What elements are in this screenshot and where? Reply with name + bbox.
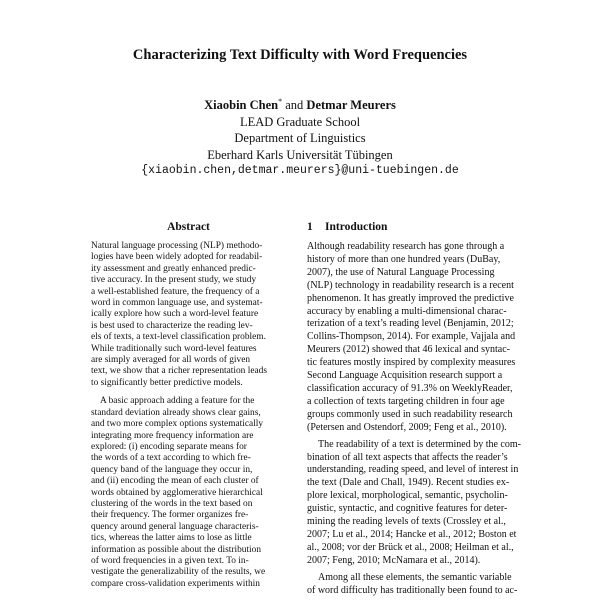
abstract-heading: Abstract [167,221,210,233]
text-line: tive accuracy. In the present study, we study [91,275,257,286]
text-line: 2007; Lu et al., 2014; Hancke et al., 2012; Boston et [307,528,517,540]
text-line: quency around general language characteris- [91,521,259,532]
text-line: logies have been widely adopted for readabil- [91,252,263,263]
text-line: words obtained by agglomerative hierarchical [91,487,263,498]
text-line: Natural language processing (NLP) methodo- [91,241,263,251]
text-line: Collins-Thompson, 2014). For example, Vajjala and [307,331,516,343]
text-line: Second Language Acquisition research support a [307,370,503,382]
introduction-paragraph-2 [307,439,531,568]
text-line: Meurers (2012) showed that 46 lexical and syntac- [307,344,510,356]
text-line: history of more than one hundred years (DuBay, [307,253,501,265]
text-line: a collection of texts targeting children in four age [307,395,505,407]
section-number: 1 [307,221,313,233]
text-line: ity assessment and greatly enhanced predic- [91,263,256,274]
text-line: the words of a text according to which fre- [91,453,251,464]
text-line: their frequency. The former organizes fre- [91,510,249,521]
affiliation-department: Department of Linguistics [234,131,366,146]
text-line: text, we show that a richer representation leads [91,366,267,377]
text-line: information as possible about the distribution [91,544,262,555]
author-emails: {xiaobin.chen,detmar.meurers}@uni-tuebingen.de [141,164,459,178]
author-1: Xiaobin Chen [204,98,279,113]
text-line: understanding, reading speed, and level of interest in [307,464,519,476]
text-line: While traditionally such word-level features [91,343,257,354]
affiliation-university: Eberhard Karls Universität Tübingen [207,147,393,162]
text-line: Although readability research has gone through a [307,241,505,252]
text-line: els of texts, a text-level classification problem. [91,332,266,343]
text-line: and two more complex options systematically [91,419,264,430]
text-line: bination of all text aspects that affects the reader’s [307,451,508,463]
author-mark: * [278,97,283,106]
text-line: of word difficulty has traditionally been found to ac- [307,584,518,596]
text-line: the text (Dale and Chall, 1949). Recent studies ex- [307,477,510,489]
text-line: word in common language use, and systemat- [91,298,263,309]
text-line: The readability of a text is determined by the com- [318,438,521,450]
text-line: plore lexical, morphological, semantic, psycholin- [307,490,508,502]
text-line: is best used to characterize the reading lev- [91,320,253,331]
affiliation-school: LEAD Graduate School [239,114,361,129]
abstract-paragraph-1 [91,241,286,389]
text-line: vestigate the generalizability of the results, we [91,567,266,578]
text-line: mining the reading levels of texts (Crossley et al., [307,516,506,528]
author-block [0,94,600,180]
text-line: guistic, syntactic, and cognitive features for deter- [307,503,508,515]
introduction-paragraph-1 [307,241,531,435]
text-line: clustering of the words in the text based on [91,498,253,509]
text-line: al., 2008; vor der Brück et al., 2008; Heilman et al., [307,541,514,553]
text-line: (Petersen and Ostendorf, 2009; Feng et al., 2010). [307,421,507,433]
text-line: standard deviation already shows clear gains, [91,407,261,418]
text-line: explored: (i) encoding separate means for [91,441,247,452]
text-line: are simply averaged for all words of given [91,355,251,366]
text-line: a well-established feature, the frequency of a [91,286,260,297]
text-line: tic features mostly inspired by complexity measures [307,357,516,369]
abstract-paragraph-2 [91,396,286,590]
author-names [0,94,600,114]
abstract-column [91,221,286,590]
text-line: compare cross-validation experiments within [91,578,260,589]
introduction-column [307,221,531,597]
text-line: and (ii) encoding the mean of each cluster of [91,476,259,487]
text-line: accuracy by enabling a multi-dimensional charac- [307,305,507,317]
text-line: integrating more frequency information are [91,430,254,441]
text-line: of word frequencies in a given text. To in- [91,555,249,566]
section-title: Introduction [325,221,388,233]
text-line: to significantly better predictive models. [91,377,243,388]
text-line: 2007; Feng, 2010; McNamara et al., 2014). [307,554,481,566]
text-line: A basic approach adding a feature for the [100,396,255,407]
introduction-heading [307,221,531,241]
text-line: phenomenon. It has greatly improved the predictive [307,292,514,304]
text-line: 2007), the use of Natural Language Processing [307,266,495,278]
author-2: Detmar Meurers [306,98,396,113]
text-line: ically explore how such a word-level feature [91,309,259,320]
author-conjunction: and [285,98,304,113]
paper-title: Characterizing Text Difficulty with Word Frequencies [132,47,468,63]
text-line: terization of a text’s reading level (Benjamin, 2012; [307,318,514,330]
text-line: classification accuracy of 91.3% on WeeklyReader, [307,382,513,394]
text-line: groups commonly used in such readability research [307,408,513,420]
text-line: (NLP) technology in readability research is a recent [307,279,514,291]
introduction-paragraph-3 [307,572,531,598]
text-line: Among all these elements, the semantic variable [318,571,512,583]
text-line: quency band of the language they occur in, [91,464,253,475]
text-line: tics, whereas the latter aims to lose as little [91,533,252,544]
